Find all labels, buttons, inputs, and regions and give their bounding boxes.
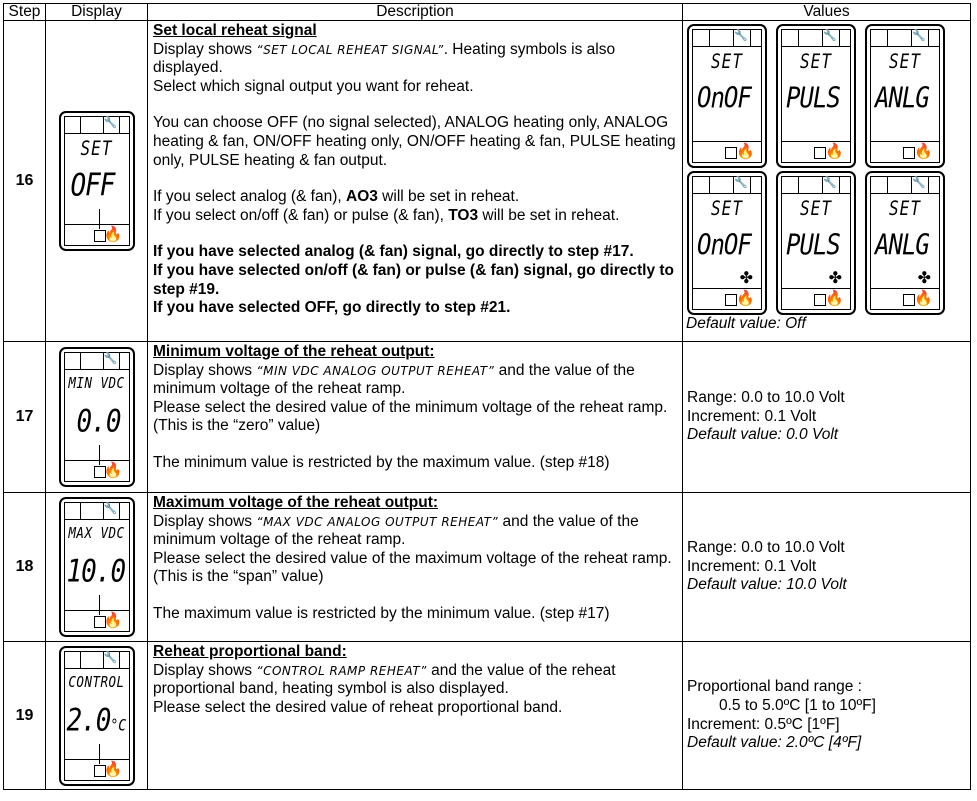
- lcd-line1: SET: [711, 197, 743, 220]
- wrench-icon: 🔧: [822, 177, 837, 193]
- description-paragraph: The maximum value is restricted by the minimum value. (step #17): [153, 604, 610, 622]
- wrench-icon: 🔧: [822, 30, 837, 46]
- lcd-display: [59, 497, 135, 637]
- flame-icon: 🔥: [914, 143, 933, 160]
- description-paragraph: Please select the desired value of the maximum voltage of the reheat ramp. (This is the “span” value): [153, 549, 672, 586]
- lcd-main-value: OnOF: [697, 228, 751, 262]
- lcd-display: [59, 646, 135, 786]
- description-paragraph: Select which signal output you want for reheat.: [153, 77, 474, 95]
- flame-icon: 🔥: [914, 290, 933, 307]
- description-paragraph: Display shows “SET LOCAL REHEAT SIGNAL”. Heating symbols is also displayed.: [153, 40, 616, 77]
- step-number: 17: [4, 342, 46, 493]
- lcd-line1: CONTROL: [68, 672, 125, 690]
- section-title: Maximum voltage of the reheat output:: [153, 494, 439, 511]
- lcd-option: [865, 24, 945, 168]
- values-cell: [683, 21, 971, 342]
- section-title: Reheat proportional band:: [153, 643, 347, 660]
- lcd-line1: SET: [711, 50, 743, 73]
- values-cell: [683, 342, 971, 493]
- reheat-settings-table: [3, 3, 971, 790]
- table-header-row: [4, 4, 971, 21]
- fan-icon: ✤: [828, 270, 842, 287]
- lcd-main-value: 2.0°C: [66, 702, 127, 739]
- wrench-icon: 🔧: [103, 652, 118, 668]
- lcd-line1: SET: [80, 137, 113, 160]
- wrench-icon: 🔧: [911, 30, 926, 46]
- lcd-options-grid: [686, 24, 967, 315]
- flame-icon: 🔥: [103, 462, 123, 479]
- instruction-bold: If you have selected analog (& fan) signal, go directly to step #17.: [153, 243, 634, 261]
- description-paragraph: If you select on/off (& fan) or pulse (& fan), TO3 will be set in reheat.: [153, 206, 620, 224]
- wrench-icon: 🔧: [103, 503, 118, 519]
- lcd-option: [776, 171, 856, 315]
- header-description: Description: [148, 4, 683, 21]
- flame-icon: 🔥: [103, 226, 123, 243]
- header-step: Step: [4, 4, 46, 21]
- display-cell: [46, 342, 148, 493]
- header-values: Values: [683, 4, 971, 21]
- range-label: Proportional band range :: [687, 678, 862, 696]
- wrench-icon: 🔧: [733, 177, 748, 193]
- lcd-main-value: ANLG: [875, 81, 929, 115]
- step-number: 18: [4, 493, 46, 642]
- lcd-option: [687, 24, 767, 168]
- display-cell: [46, 642, 148, 790]
- increment-value: Increment: 0.5ºC [1ºF]: [687, 715, 840, 733]
- lcd-option: [776, 24, 856, 168]
- flame-icon: 🔥: [103, 760, 123, 778]
- range-value: Range: 0.0 to 10.0 Volt: [687, 389, 845, 407]
- default-value: Default value: Off: [686, 315, 806, 332]
- description-paragraph: Display shows “MAX VDC ANALOG OUTPUT REHEAT” and the value of the minimum voltage of the reheat ramp.: [153, 512, 639, 549]
- flame-icon: 🔥: [103, 612, 123, 629]
- description-paragraph: Display shows “CONTROL RAMP REHEAT” and the value of the reheat proportional band, heating symbol is also displayed.: [153, 661, 616, 698]
- values-cell: [683, 493, 971, 642]
- section-title: Minimum voltage of the reheat output:: [153, 343, 435, 360]
- flame-icon: 🔥: [736, 290, 755, 307]
- table-row: [4, 642, 971, 790]
- fan-icon: ✤: [739, 270, 753, 287]
- flame-icon: 🔥: [825, 143, 844, 160]
- lcd-line1: MAX VDC: [68, 523, 125, 542]
- display-cell: [46, 493, 148, 642]
- description-cell: [148, 493, 683, 642]
- lcd-option: [865, 171, 945, 315]
- lcd-main-value: PULS: [786, 81, 840, 115]
- description-paragraph: You can choose OFF (no signal selected), ANALOG heating only, ANALOG heating & fan, ON/OFF heating only, ON/OFF heating & fan, PULSE heating only, PULSE heating & fan output.: [153, 114, 676, 169]
- lcd-line1: SET: [800, 197, 832, 220]
- lcd-line1: SET: [889, 197, 921, 220]
- lcd-option: [687, 171, 767, 315]
- increment-value: Increment: 0.1 Volt: [687, 557, 817, 575]
- lcd-line1: SET: [889, 50, 921, 73]
- wrench-icon: 🔧: [911, 177, 926, 193]
- lcd-main-value: 10.0: [66, 554, 126, 590]
- flame-icon: 🔥: [736, 143, 755, 160]
- description-paragraph: Please select the desired value of the minimum voltage of the reheat ramp. (This is the “zero” value): [153, 398, 668, 435]
- lcd-main-value: 0.0: [76, 404, 121, 440]
- description-paragraph: If you select analog (& fan), AO3 will be set in reheat.: [153, 188, 520, 206]
- range-value: 0.5 to 5.0ºC [1 to 10ºF]: [719, 696, 876, 714]
- description-cell: [148, 21, 683, 342]
- description-paragraph: Display shows “MIN VDC ANALOG OUTPUT REHEAT” and the value of the minimum voltage of the reheat ramp.: [153, 361, 635, 398]
- default-value: Default value: 0.0 Volt: [687, 426, 839, 444]
- instruction-bold: If you have selected OFF, go directly to step #21.: [153, 299, 511, 317]
- lcd-unit: °C: [110, 716, 127, 735]
- lcd-main-value: OnOF: [697, 81, 751, 115]
- range-value: Range: 0.0 to 10.0 Volt: [687, 539, 845, 557]
- description-cell: [148, 642, 683, 790]
- section-title: Set local reheat signal: [153, 22, 317, 39]
- lcd-main-value: OFF: [70, 168, 115, 204]
- wrench-icon: 🔧: [103, 353, 118, 369]
- wrench-icon: 🔧: [103, 117, 118, 133]
- instruction-bold: If you have selected on/off (& fan) or pulse (& fan) signal, go directly to step #19.: [153, 261, 675, 298]
- default-value: Default value: 10.0 Volt: [687, 576, 847, 594]
- step-number: 19: [4, 642, 46, 790]
- table-row: [4, 21, 971, 342]
- flame-icon: 🔥: [825, 290, 844, 307]
- header-display: Display: [46, 4, 148, 21]
- description-cell: [148, 342, 683, 493]
- lcd-display: [59, 347, 135, 487]
- default-value: Default value: 2.0ºC [4ºF]: [687, 734, 862, 752]
- display-cell: [46, 21, 148, 342]
- increment-value: Increment: 0.1 Volt: [687, 407, 817, 425]
- values-cell: [683, 642, 971, 790]
- table-row: [4, 493, 971, 642]
- lcd-line1: SET: [800, 50, 832, 73]
- lcd-display: [59, 111, 135, 251]
- lcd-main-value: PULS: [786, 228, 840, 262]
- table-row: [4, 342, 971, 493]
- wrench-icon: 🔧: [733, 30, 748, 46]
- step-number: 16: [4, 21, 46, 342]
- lcd-main-value: ANLG: [875, 228, 929, 262]
- description-paragraph: Please select the desired value of reheat proportional band.: [153, 698, 563, 716]
- lcd-line1: MIN VDC: [68, 373, 125, 392]
- fan-icon: ✤: [917, 270, 931, 287]
- description-paragraph: The minimum value is restricted by the maximum value. (step #18): [153, 453, 610, 471]
